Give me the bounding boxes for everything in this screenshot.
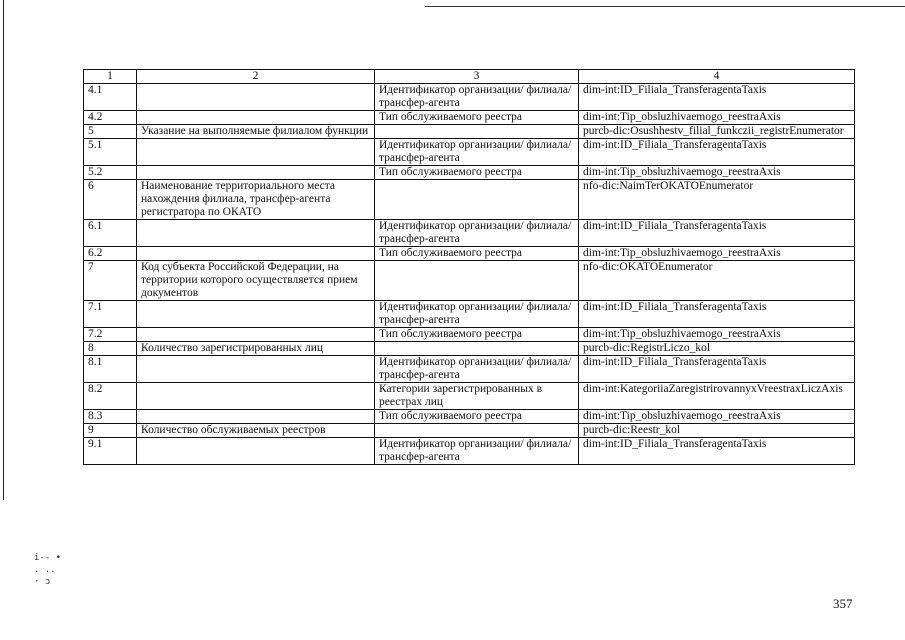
dimension-member-cell: Тип обслуживаемого реестра bbox=[375, 111, 579, 125]
dimension-member-cell: Идентификатор организации/ филиала/трансфер-агента bbox=[375, 139, 579, 166]
row-number-cell: 4.1 bbox=[84, 84, 137, 111]
dimension-member-cell: Тип обслуживаемого реестра bbox=[375, 166, 579, 180]
row-number-cell: 7.1 bbox=[84, 301, 137, 328]
taxonomy-table bbox=[83, 69, 855, 465]
table-row bbox=[84, 247, 855, 261]
table-row bbox=[84, 220, 855, 247]
taxonomy-code-cell: nfo-dic:OKATOEnumerator bbox=[579, 261, 855, 301]
taxonomy-code-cell: purcb-dic:Reestr_kol bbox=[579, 424, 855, 438]
table-row bbox=[84, 111, 855, 125]
dimension-member-cell: Идентификатор организации/ филиала/трансфер-агента bbox=[375, 220, 579, 247]
indicator-name-cell: Количество обслуживаемых реестров bbox=[137, 424, 375, 438]
indicator-name-cell bbox=[137, 139, 375, 166]
row-number-cell: 9 bbox=[84, 424, 137, 438]
row-number-cell: 8.1 bbox=[84, 356, 137, 383]
indicator-name-cell: Количество зарегистрированных лиц bbox=[137, 342, 375, 356]
taxonomy-code-cell: dim-int:ID_Filiala_TransferagentaTaxis bbox=[579, 356, 855, 383]
indicator-name-cell bbox=[137, 328, 375, 342]
margin-scan-marks: i-- • . .. · ɔ bbox=[34, 553, 62, 587]
dimension-member-cell bbox=[375, 342, 579, 356]
indicator-name-cell bbox=[137, 383, 375, 410]
table-row bbox=[84, 261, 855, 301]
dimension-member-cell: Тип обслуживаемого реестра bbox=[375, 410, 579, 424]
taxonomy-code-cell: dim-int:Tip_obsluzhivaemogo_reestraAxis bbox=[579, 328, 855, 342]
dimension-member-cell bbox=[375, 424, 579, 438]
indicator-name-cell: Код субъекта Российской Федерации, на территории которого осуществляется прием документов bbox=[137, 261, 375, 301]
row-number-cell: 6.1 bbox=[84, 220, 137, 247]
indicator-name-cell bbox=[137, 410, 375, 424]
row-number-cell: 7.2 bbox=[84, 328, 137, 342]
row-number-cell: 5 bbox=[84, 125, 137, 139]
taxonomy-code-cell: dim-int:ID_Filiala_TransferagentaTaxis bbox=[579, 220, 855, 247]
dimension-member-cell bbox=[375, 261, 579, 301]
table-row bbox=[84, 84, 855, 111]
row-number-cell: 6 bbox=[84, 180, 137, 220]
header-col-4: 4 bbox=[579, 70, 855, 84]
table-row bbox=[84, 139, 855, 166]
header-col-3: 3 bbox=[375, 70, 579, 84]
row-number-cell: 8 bbox=[84, 342, 137, 356]
row-number-cell: 5.2 bbox=[84, 166, 137, 180]
indicator-name-cell bbox=[137, 84, 375, 111]
indicator-name-cell bbox=[137, 111, 375, 125]
header-col-1: 1 bbox=[84, 70, 137, 84]
taxonomy-code-cell: dim-int:Tip_obsluzhivaemogo_reestraAxis bbox=[579, 247, 855, 261]
indicator-name-cell bbox=[137, 438, 375, 465]
left-margin-rule bbox=[3, 0, 4, 500]
header-col-2: 2 bbox=[137, 70, 375, 84]
indicator-name-cell: Указание на выполняемые филиалом функции bbox=[137, 125, 375, 139]
dimension-member-cell: Тип обслуживаемого реестра bbox=[375, 247, 579, 261]
table-row bbox=[84, 328, 855, 342]
dimension-member-cell: Идентификатор организации/ филиала/трансфер-агента bbox=[375, 356, 579, 383]
row-number-cell: 5.1 bbox=[84, 139, 137, 166]
table-row bbox=[84, 410, 855, 424]
table-row bbox=[84, 125, 855, 139]
dimension-member-cell: Идентификатор организации/ филиала/трансфер-агента bbox=[375, 438, 579, 465]
taxonomy-code-cell: purcb-dic:Osushhestv_filial_funkczii_registrEnumerator bbox=[579, 125, 855, 139]
table-row bbox=[84, 166, 855, 180]
indicator-name-cell bbox=[137, 356, 375, 383]
row-number-cell: 7 bbox=[84, 261, 137, 301]
dimension-member-cell: Идентификатор организации/ филиала/трансфер-агента bbox=[375, 301, 579, 328]
taxonomy-code-cell: dim-int:Tip_obsluzhivaemogo_reestraAxis bbox=[579, 166, 855, 180]
table-row bbox=[84, 301, 855, 328]
table-row bbox=[84, 356, 855, 383]
taxonomy-code-cell: dim-int:KategoriiaZaregistrirovannyxVreestraxLiczAxis bbox=[579, 383, 855, 410]
dimension-member-cell bbox=[375, 180, 579, 220]
taxonomy-code-cell: purcb-dic:RegistrLiczo_kol bbox=[579, 342, 855, 356]
row-number-cell: 4.2 bbox=[84, 111, 137, 125]
indicator-name-cell bbox=[137, 220, 375, 247]
taxonomy-code-cell: nfo-dic:NaimTerOKATOEnumerator bbox=[579, 180, 855, 220]
dimension-member-cell: Тип обслуживаемого реестра bbox=[375, 328, 579, 342]
row-number-cell: 6.2 bbox=[84, 247, 137, 261]
table-row bbox=[84, 342, 855, 356]
table-row bbox=[84, 424, 855, 438]
taxonomy-code-cell: dim-int:Tip_obsluzhivaemogo_reestraAxis bbox=[579, 111, 855, 125]
indicator-name-cell bbox=[137, 301, 375, 328]
indicator-name-cell bbox=[137, 247, 375, 261]
row-number-cell: 9.1 bbox=[84, 438, 137, 465]
header-row bbox=[84, 70, 855, 84]
indicator-name-cell bbox=[137, 166, 375, 180]
top-header-rule bbox=[425, 6, 905, 7]
dimension-member-cell: Категории зарегистрированных в реестрах лиц bbox=[375, 383, 579, 410]
table-row bbox=[84, 438, 855, 465]
table-row bbox=[84, 180, 855, 220]
table-row bbox=[84, 383, 855, 410]
page-number: 357 bbox=[833, 596, 853, 611]
dimension-member-cell bbox=[375, 125, 579, 139]
taxonomy-code-cell: dim-int:Tip_obsluzhivaemogo_reestraAxis bbox=[579, 410, 855, 424]
taxonomy-code-cell: dim-int:ID_Filiala_TransferagentaTaxis bbox=[579, 301, 855, 328]
taxonomy-code-cell: dim-int:ID_Filiala_TransferagentaTaxis bbox=[579, 84, 855, 111]
indicator-name-cell: Наименование территориального места нахождения филиала, трансфер-агента регистратора по ОКАТО bbox=[137, 180, 375, 220]
taxonomy-code-cell: dim-int:ID_Filiala_TransferagentaTaxis bbox=[579, 438, 855, 465]
row-number-cell: 8.2 bbox=[84, 383, 137, 410]
dimension-member-cell: Идентификатор организации/ филиала/трансфер-агента bbox=[375, 84, 579, 111]
taxonomy-code-cell: dim-int:ID_Filiala_TransferagentaTaxis bbox=[579, 139, 855, 166]
row-number-cell: 8.3 bbox=[84, 410, 137, 424]
